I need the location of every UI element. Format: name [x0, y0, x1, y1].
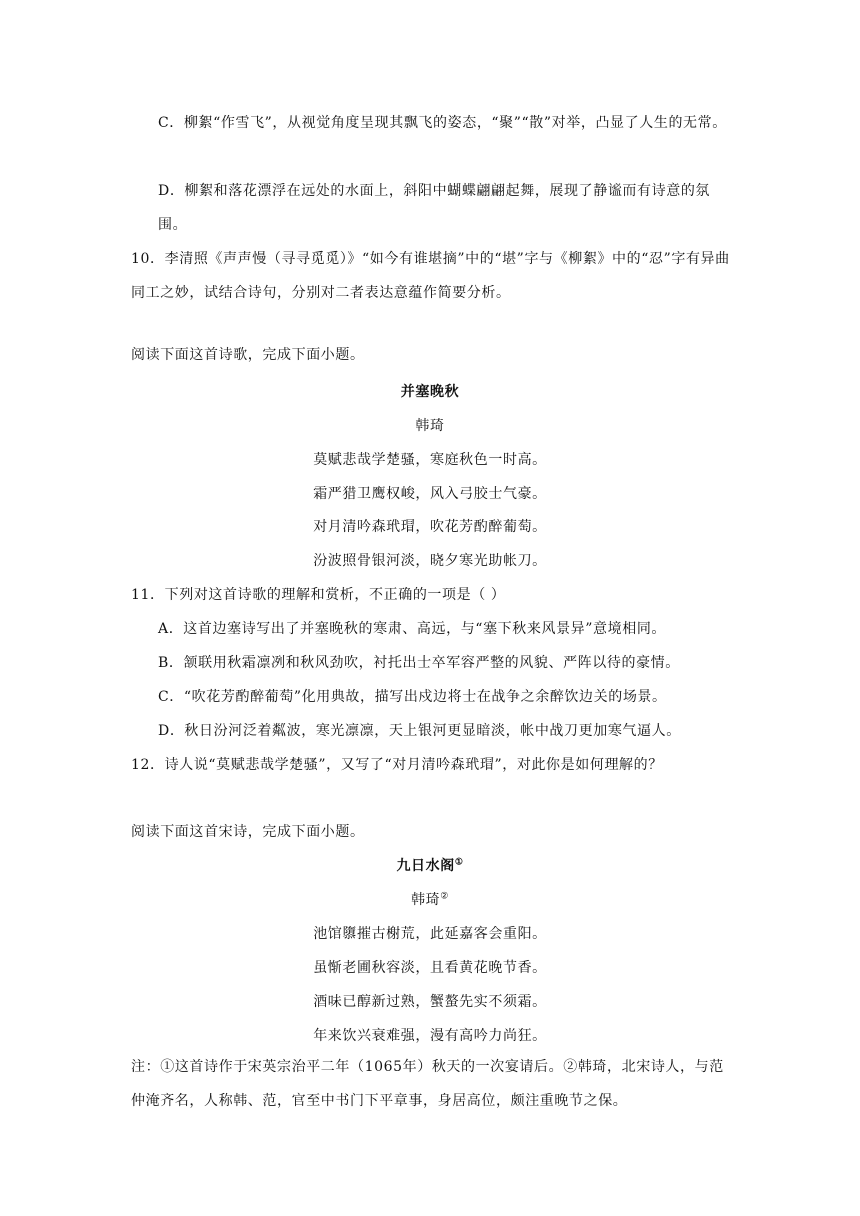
section3-author-footnote-mark: ②	[440, 891, 449, 902]
q9-option-d: D．柳絮和落花漂浮在远处的水面上，斜阳中蝴蝶翩翩起舞，展现了静谧而有诗意的氛围。	[158, 183, 711, 233]
section3-poem-title	[0, 856, 860, 876]
section2-poem-title: 并塞晚秋	[400, 384, 460, 400]
section2-intro: 阅读下面这首诗歌，完成下面小题。	[131, 347, 365, 363]
section3-poem-line: 年来饮兴衰难强，漫有高吟力尚狂。	[313, 1028, 547, 1044]
q11-stem: 11．下列对这首诗歌的理解和赏析，不正确的一项是（ ）	[131, 587, 506, 603]
q11-option: B．颔联用秋霜凛冽和秋风劲吹，衬托出士卒军容严整的风貌、严阵以待的豪情。	[158, 655, 680, 671]
section2-poem-line: 霜严猎卫鹰权峻，风入弓胶士气豪。	[313, 486, 547, 502]
section3-poem-title-text: 九日水阁	[396, 858, 455, 874]
section3-title-footnote-mark: ①	[454, 857, 464, 868]
section3-intro: 阅读下面这首宋诗，完成下面小题。	[131, 824, 365, 840]
q11-option: A．这首边塞诗写出了并塞晚秋的寒肃、高远，与“塞下秋来风景异”意境相同。	[158, 621, 667, 637]
q11-option: D．秋日汾河泛着粼波，寒光凛凛，天上银河更显暗淡，帐中战刀更加寒气逼人。	[158, 723, 681, 739]
section2-poem-line: 对月清吟森玳瑁，吹花芳酌醉葡萄。	[313, 519, 547, 535]
section3-poem-author	[0, 890, 860, 910]
section3-poem-line: 池馆隳摧古榭荒，此延嘉客会重阳。	[313, 926, 547, 942]
q10-text: 10．李清照《声声慢（寻寻觅觅）》“如今有谁堪摘”中的“堪”字与《柳絮》中的“忍”字有异曲同工之妙，试结合诗句，分别对二者表达意蕴作简要分析。	[131, 251, 730, 301]
section2-poem-author: 韩琦	[415, 418, 445, 434]
section3-poem-line: 酒味已醇新过熟，蟹螯先实不须霜。	[313, 994, 547, 1010]
section3-poem-line: 虽惭老圃秋容淡，且看黄花晚节香。	[313, 960, 547, 976]
q11-option: C．“吹花芳酌醉葡萄”化用典故，描写出戍边将士在战争之余醉饮边关的场景。	[158, 689, 667, 705]
section2-poem-line: 汾波照骨银河淡，晓夕寒光助帐刀。	[313, 553, 547, 569]
section3-note: 注：①这首诗作于宋英宗治平二年（1065年）秋天的一次宴请后。②韩琦，北宋诗人，与范仲淹齐名，人称韩、范，官至中书门下平章事，身居高位，颇注重晚节之保。	[131, 1059, 724, 1109]
q12-stem: 12．诗人说“莫赋悲哉学楚骚”，又写了“对月清吟森玳瑁”，对此你是如何理解的？	[131, 757, 663, 773]
section2-poem-line: 莫赋悲哉学楚骚，寒庭秋色一时高。	[313, 452, 547, 468]
q9-option-c: C．柳絮“作雪飞”，从视觉角度呈现其飘飞的姿态，“聚”“散”对举，凸显了人生的无常。	[158, 115, 727, 131]
section3-poem-author-text: 韩琦	[411, 892, 441, 908]
